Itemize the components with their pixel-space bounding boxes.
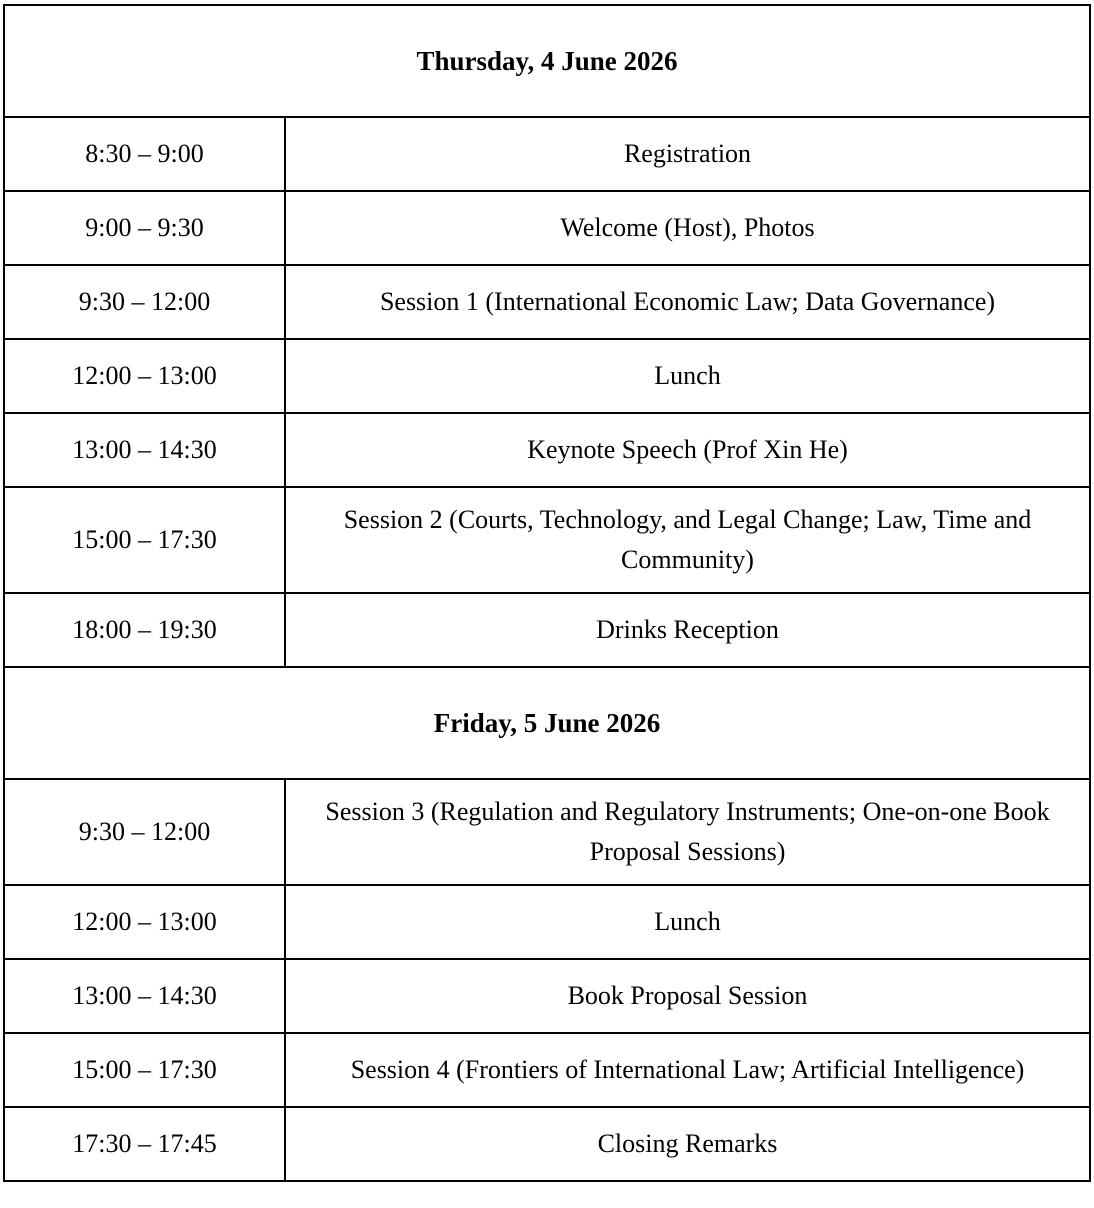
event-cell: Closing Remarks: [285, 1107, 1090, 1181]
event-cell: Lunch: [285, 885, 1090, 959]
event-cell: Welcome (Host), Photos: [285, 191, 1090, 265]
event-cell: Drinks Reception: [285, 593, 1090, 667]
event-cell: Session 1 (International Economic Law; Data Governance): [285, 265, 1090, 339]
time-cell: 13:00 – 14:30: [4, 959, 285, 1033]
table-row: [4, 1033, 1090, 1107]
table-row: [4, 959, 1090, 1033]
table-row: [4, 413, 1090, 487]
event-cell: Session 4 (Frontiers of International Law; Artificial Intelligence): [285, 1033, 1090, 1107]
time-cell: 12:00 – 13:00: [4, 885, 285, 959]
table-row: [4, 265, 1090, 339]
event-cell: Session 2 (Courts, Technology, and Legal Change; Law, Time and Community): [285, 487, 1090, 593]
time-cell: 17:30 – 17:45: [4, 1107, 285, 1181]
schedule-table: [3, 4, 1091, 1182]
time-cell: 15:00 – 17:30: [4, 1033, 285, 1107]
event-cell: Lunch: [285, 339, 1090, 413]
table-row: [4, 779, 1090, 885]
table-row: [4, 1107, 1090, 1181]
day-heading-row: [4, 667, 1090, 779]
table-row: [4, 593, 1090, 667]
day-heading-row: [4, 5, 1090, 117]
time-cell: 13:00 – 14:30: [4, 413, 285, 487]
table-row: [4, 117, 1090, 191]
event-cell: Session 3 (Regulation and Regulatory Instruments; One-on-one Book Proposal Sessions): [285, 779, 1090, 885]
event-cell: Keynote Speech (Prof Xin He): [285, 413, 1090, 487]
time-cell: 9:30 – 12:00: [4, 779, 285, 885]
time-cell: 18:00 – 19:30: [4, 593, 285, 667]
time-cell: 15:00 – 17:30: [4, 487, 285, 593]
table-row: [4, 191, 1090, 265]
time-cell: 12:00 – 13:00: [4, 339, 285, 413]
time-cell: 9:30 – 12:00: [4, 265, 285, 339]
time-cell: 8:30 – 9:00: [4, 117, 285, 191]
day-heading: Thursday, 4 June 2026: [4, 5, 1090, 117]
table-row: [4, 885, 1090, 959]
table-row: [4, 339, 1090, 413]
event-cell: Book Proposal Session: [285, 959, 1090, 1033]
day-heading: Friday, 5 June 2026: [4, 667, 1090, 779]
time-cell: 9:00 – 9:30: [4, 191, 285, 265]
event-cell: Registration: [285, 117, 1090, 191]
table-row: [4, 487, 1090, 593]
